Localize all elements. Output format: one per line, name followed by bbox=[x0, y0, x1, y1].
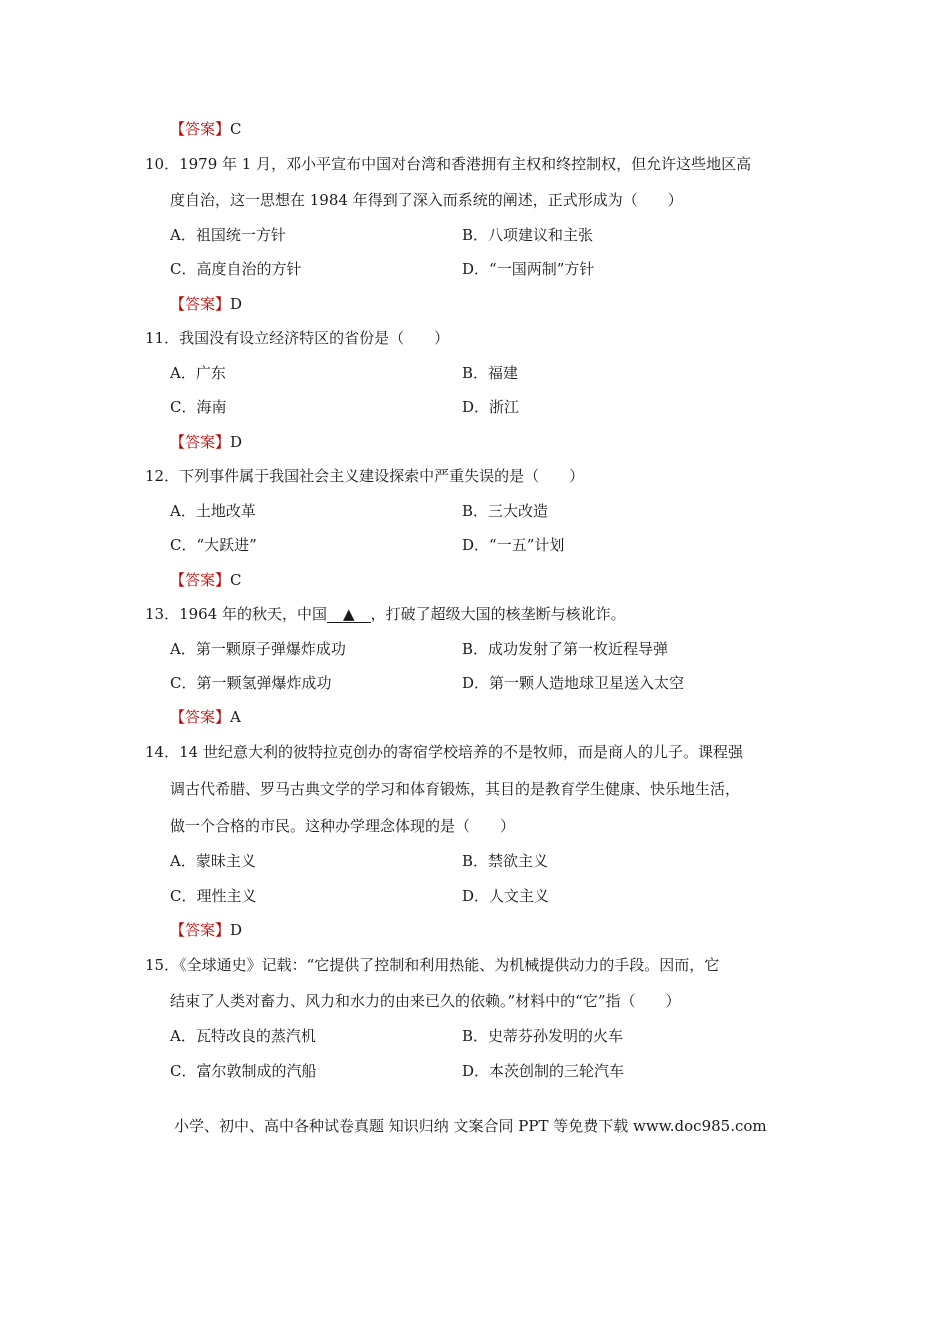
question-10-text: 10．1979 年 1 月，邓小平宣布中国对台湾和香港拥有主权和终控制权，但允许这些地区高 bbox=[145, 155, 752, 173]
question-10-text-cont: 度自治，这一思想在 1984 年得到了深入而系统的阐述，正式形成为（ ） bbox=[170, 191, 683, 209]
answer-tag: 【答案】 bbox=[170, 433, 231, 451]
question-12-option-d: D．“一五”计划 bbox=[462, 536, 565, 554]
question-14-option-b: B．禁欲主义 bbox=[462, 852, 549, 870]
question-10-option-c: C．高度自治的方针 bbox=[170, 260, 302, 278]
question-14-option-c: C．理性主义 bbox=[170, 887, 257, 905]
answer-value: C bbox=[230, 120, 242, 138]
question-15-text-cont: 结束了人类对畜力、风力和水力的由来已久的依赖。”材料中的“它”指（ ） bbox=[170, 992, 681, 1010]
question-11-option-d: D．浙江 bbox=[462, 398, 520, 416]
answer-tag: 【答案】 bbox=[170, 708, 231, 726]
question-14-text: 14．14 世纪意大利的彼特拉克创办的寄宿学校培养的不是牧师，而是商人的儿子。课程强 bbox=[145, 743, 743, 761]
question-15-option-b: B．史蒂芬孙发明的火车 bbox=[462, 1027, 624, 1045]
question-13-text bbox=[145, 604, 626, 624]
question-15-text: 15．《全球通史》记载：“它提供了控制和利用热能、为机械提供动力的手段。因而，它 bbox=[145, 956, 720, 974]
question-11-option-a: A．广东 bbox=[170, 364, 226, 382]
question-15-option-d: D．本茨创制的三轮汽车 bbox=[462, 1062, 625, 1080]
question-10-option-b: B．八项建议和主张 bbox=[462, 226, 594, 244]
answer-tag: 【答案】 bbox=[170, 571, 231, 589]
page-footer: 小学、初中、高中各种试卷真题 知识归纳 文案合同 PPT 等免费下载 www.doc985.com bbox=[174, 1117, 767, 1135]
answer-line bbox=[170, 119, 242, 139]
question-14-option-d: D．人文主义 bbox=[462, 887, 550, 905]
answer-value: D bbox=[230, 433, 243, 451]
answer-tag: 【答案】 bbox=[170, 921, 231, 939]
answer-line bbox=[170, 570, 242, 590]
question-15-option-a: A．瓦特改良的蒸汽机 bbox=[170, 1027, 316, 1045]
answer-line bbox=[170, 920, 242, 940]
question-11-option-b: B．福建 bbox=[462, 364, 519, 382]
question-14-option-a: A．蒙昧主义 bbox=[170, 852, 256, 870]
question-13-option-b: B．成功发射了第一枚近程导弹 bbox=[462, 640, 669, 658]
answer-line bbox=[170, 707, 241, 727]
question-13-option-d: D．第一颗人造地球卫星送入太空 bbox=[462, 674, 685, 692]
answer-tag: 【答案】 bbox=[170, 295, 231, 313]
question-12-option-b: B．三大改造 bbox=[462, 502, 549, 520]
answer-value: C bbox=[230, 571, 242, 589]
answer-tag: 【答案】 bbox=[170, 120, 231, 138]
question-15-option-c: C．富尔敦制成的汽船 bbox=[170, 1062, 317, 1080]
answer-value: A bbox=[230, 708, 241, 726]
question-11-text: 11．我国没有设立经济特区的省份是（ ） bbox=[145, 329, 450, 347]
question-12-text: 12．下列事件属于我国社会主义建设探索中严重失误的是（ ） bbox=[145, 467, 585, 485]
question-14-text-cont: 调古代希腊、罗马古典文学的学习和体育锻炼，其目的是教育学生健康、快乐地生活， bbox=[170, 780, 741, 798]
question-13-suffix: ，打破了超级大国的核垄断与核讹诈。 bbox=[370, 605, 626, 623]
question-10-option-d: D．“一国两制”方针 bbox=[462, 260, 595, 278]
question-10-option-a: A．祖国统一方针 bbox=[170, 226, 286, 244]
question-11-option-c: C．海南 bbox=[170, 398, 227, 416]
question-13-option-a: A．第一颗原子弹爆炸成功 bbox=[170, 640, 346, 658]
answer-line bbox=[170, 294, 242, 314]
question-14-text-cont: 做一个合格的市民。这种办学理念体现的是（ ） bbox=[170, 817, 516, 835]
question-13-option-c: C．第一颗氢弹爆炸成功 bbox=[170, 674, 332, 692]
answer-value: D bbox=[230, 921, 243, 939]
question-12-option-c: C．“大跃进” bbox=[170, 536, 257, 554]
question-12-option-a: A．土地改革 bbox=[170, 502, 256, 520]
question-13-prefix: 13．1964 年的秋天，中国 bbox=[145, 605, 328, 623]
answer-value: D bbox=[230, 295, 243, 313]
fill-in-blank: ▲ bbox=[327, 606, 371, 623]
answer-line bbox=[170, 432, 242, 452]
